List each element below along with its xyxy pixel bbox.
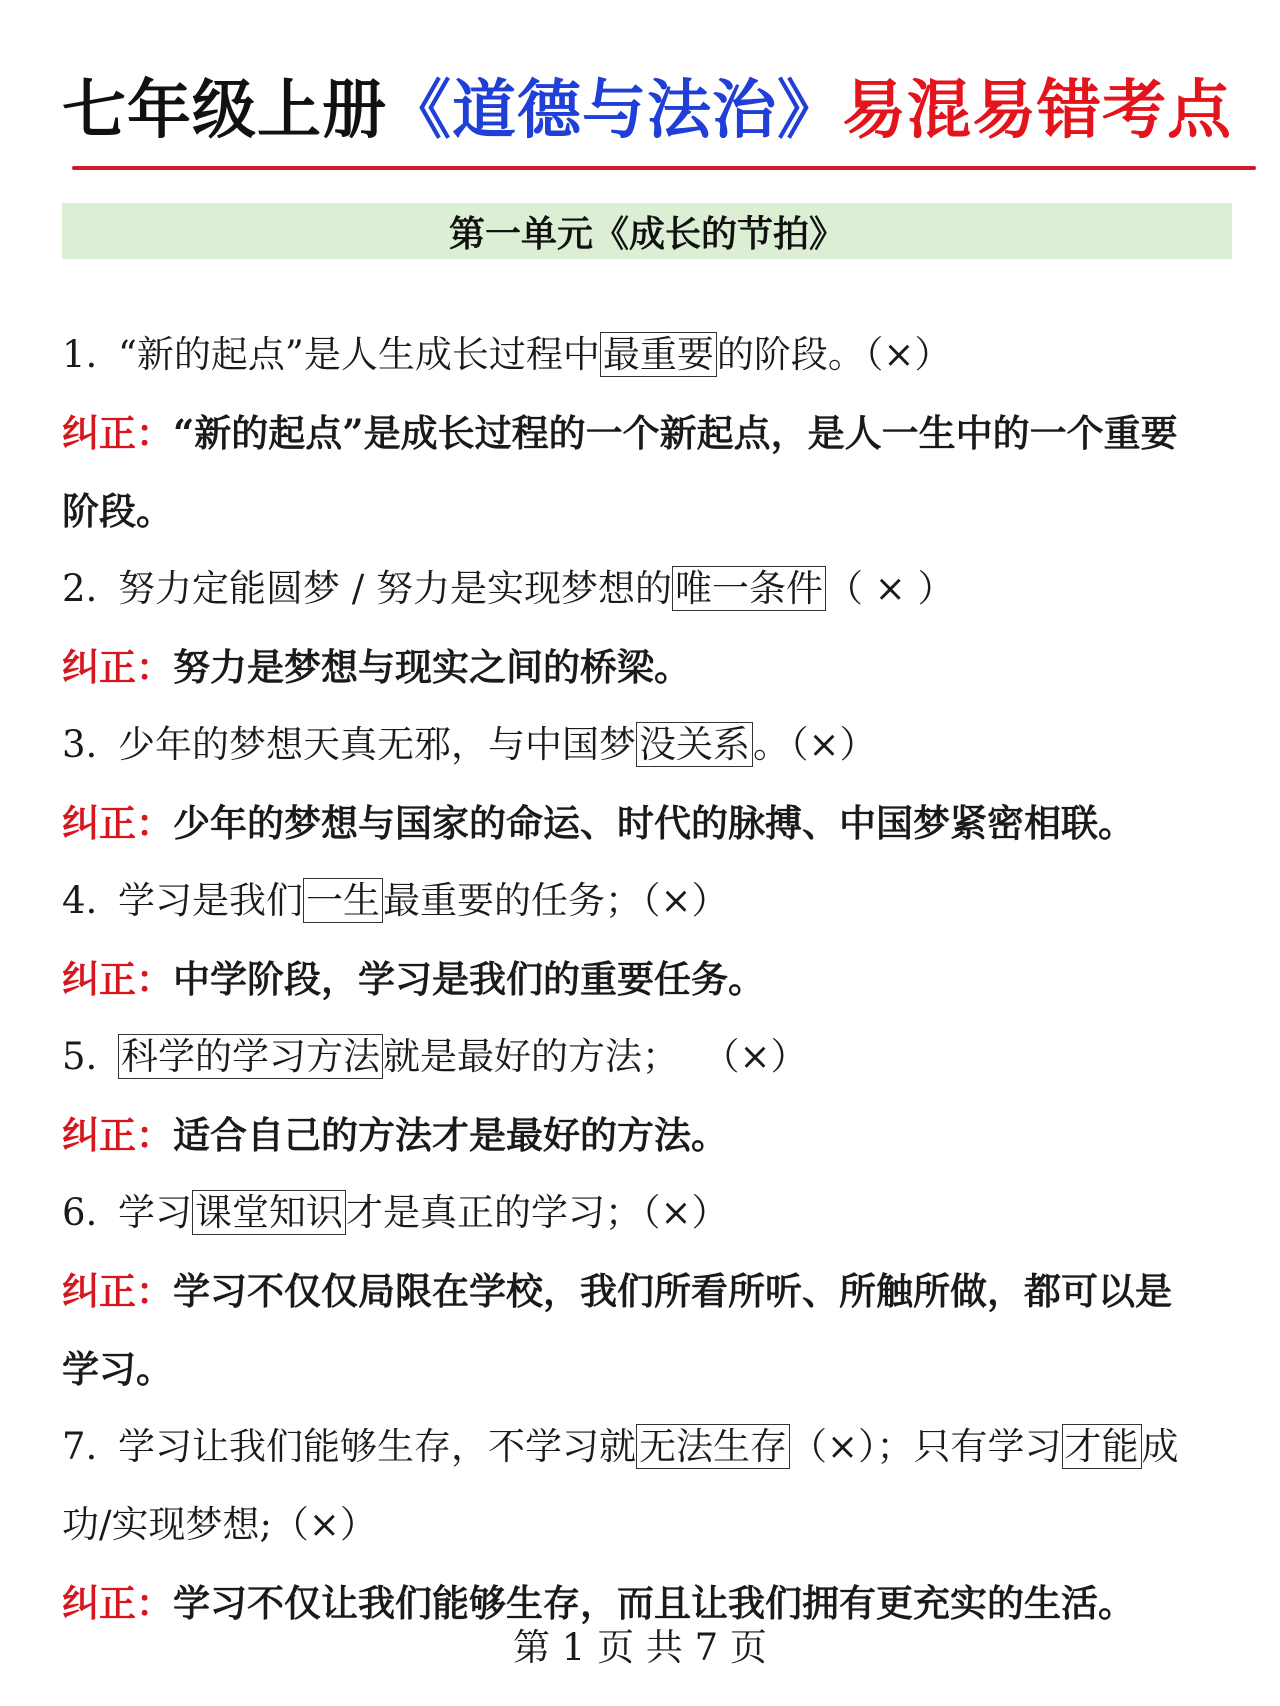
boxed-keyword: 课堂知识	[192, 1190, 346, 1235]
correction-1	[62, 394, 1242, 472]
statement-text: “新的起点”是人生成长过程中	[118, 333, 600, 376]
boxed-keyword: 最重要	[600, 332, 717, 377]
correction-label: 纠正：	[62, 1269, 173, 1313]
correction-label: 纠正：	[62, 801, 173, 845]
boxed-keyword: 没关系	[636, 722, 753, 767]
boxed-keyword: 一生	[303, 878, 383, 923]
boxed-keyword: 无法生存	[636, 1424, 790, 1469]
correction-text: 适合自己的方法才是最好的方法。	[173, 1113, 728, 1157]
correction-2	[62, 628, 1242, 706]
correction-text: 学习不仅仅局限在学校，我们所看所听、所触所做，都可以是	[173, 1269, 1172, 1313]
title-subject: 《道德与法治》	[387, 74, 842, 148]
statement-text: 就是最好的方法； （×）	[383, 1035, 808, 1078]
statement-text: 功/实现梦想;（×）	[62, 1503, 377, 1546]
unit-banner	[62, 203, 1232, 259]
page-number: 第 1 页 共 7 页	[513, 1626, 767, 1669]
correction-label: 纠正：	[62, 645, 173, 689]
statement-text: 少年的梦想天真无邪，与中国梦	[118, 723, 636, 766]
page-footer	[0, 1620, 1280, 1676]
statement-1	[62, 316, 1242, 394]
correction-4	[62, 940, 1242, 1018]
statement-text: 学习	[118, 1191, 192, 1234]
correction-text: 学习。	[62, 1347, 173, 1391]
item-number: 2.	[62, 567, 98, 610]
correction-text: 阶段。	[62, 489, 173, 533]
statement-text: 才是真正的学习；（×）	[346, 1191, 729, 1234]
content-body	[62, 316, 1242, 1642]
boxed-keyword: 科学的学习方法	[118, 1034, 383, 1079]
title-grade: 七年级上册	[62, 74, 387, 148]
statement-7-cont	[62, 1486, 1242, 1564]
statement-3	[62, 706, 1242, 784]
statement-text: 。（×）	[753, 723, 877, 766]
correction-text: 中学阶段，学习是我们的重要任务。	[173, 957, 765, 1001]
correction-5	[62, 1096, 1242, 1174]
statement-text: （×）；只有学习	[790, 1425, 1062, 1468]
correction-text: 努力是梦想与现实之间的桥梁。	[173, 645, 691, 689]
correction-label: 纠正：	[62, 957, 173, 1001]
correction-label: 纠正：	[62, 1113, 173, 1157]
page-title	[62, 66, 1242, 156]
statement-text: 成	[1141, 1425, 1179, 1468]
title-topic: 易混易错考点	[842, 74, 1232, 148]
correction-6-cont	[62, 1330, 1242, 1408]
statement-text: 努力定能圆梦 / 努力是实现梦想的	[118, 567, 672, 610]
statement-5	[62, 1018, 1242, 1096]
correction-3	[62, 784, 1242, 862]
statement-text: 最重要的任务；（×）	[383, 879, 729, 922]
item-number: 3.	[62, 723, 98, 766]
correction-1-cont	[62, 472, 1242, 550]
statement-7	[62, 1408, 1242, 1486]
statement-6	[62, 1174, 1242, 1252]
item-number: 6.	[62, 1191, 98, 1234]
statement-4	[62, 862, 1242, 940]
unit-title: 第一单元《成长的节拍》	[448, 212, 845, 255]
correction-text: 少年的梦想与国家的命运、时代的脉搏、中国梦紧密相联。	[173, 801, 1135, 845]
boxed-keyword: 唯一条件	[672, 566, 826, 611]
title-underline	[72, 166, 1256, 170]
boxed-keyword: 才能	[1062, 1424, 1142, 1469]
statement-text: （ × ）	[826, 567, 955, 610]
item-number: 1.	[62, 333, 98, 376]
item-number: 5.	[62, 1035, 98, 1078]
correction-text: 学习不仅让我们能够生存，而且让我们拥有更充实的生活。	[173, 1581, 1135, 1625]
correction-text: “新的起点”是成长过程的一个新起点，是人一生中的一个重要	[173, 411, 1178, 455]
statement-text: 学习是我们	[118, 879, 303, 922]
correction-label: 纠正：	[62, 1581, 173, 1625]
statement-text: 学习让我们能够生存，不学习就	[118, 1425, 636, 1468]
correction-6	[62, 1252, 1242, 1330]
correction-label: 纠正：	[62, 411, 173, 455]
item-number: 4.	[62, 879, 98, 922]
statement-2	[62, 550, 1242, 628]
statement-text: 的阶段。（×）	[716, 333, 952, 376]
item-number: 7.	[62, 1425, 98, 1468]
